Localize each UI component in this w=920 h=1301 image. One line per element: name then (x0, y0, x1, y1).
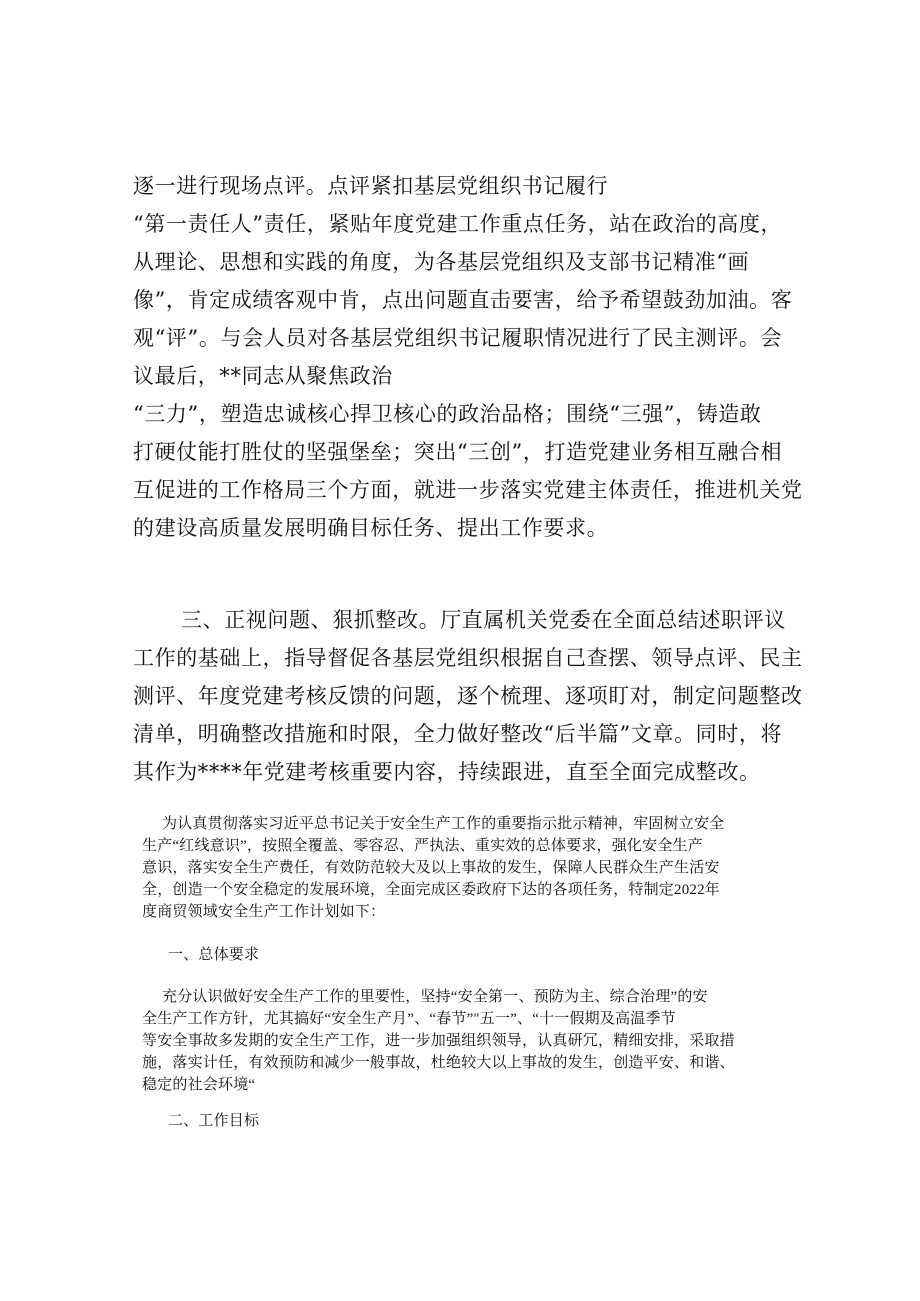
text-line: 工作的基础上，指导督促各基层党组织根据自己查摆、领导点评、民主 (133, 646, 803, 670)
paragraph-general-requirements (142, 986, 802, 1096)
paragraph-safety-intro (142, 813, 802, 923)
text-line: 生产“红线意识”，按照全覆盖、零容忍、严执法、重实效的总体要求，强化安全生产 (142, 838, 703, 854)
text-line: 测评、年度党建考核反馈的问题，逐个梳理、逐项盯对，制定问题整改 (133, 684, 803, 708)
text-line: 施，落实计任，有效预防和减少一般事故，杜绝较大以上事故的发生，创造平安、和谐、 (142, 1055, 735, 1071)
text-line: 像”，肯定成绩客观中肯，点出问题直击要害，给予希望鼓劲加油。客 (133, 288, 793, 312)
text-line: 充分认识做好安全生产工作的里要性，坚持“安全第一、预防为主、综合治理”的安 (162, 989, 708, 1005)
text-line: 议最后，**同志从聚焦政治 (133, 364, 393, 388)
text-line: 三、正视问题、狠抓整改。厅直属机关党委在全面总结述职评议 (181, 608, 786, 632)
text-line: 的建设高质量发展明确目标任务、提出工作要求。 (133, 516, 609, 540)
text-line: “第一责任人”责任，紧贴年度党建工作重点任务，站在政治的高度， (133, 212, 783, 236)
text-line: 从理论、思想和实践的角度，为各基层党组织及支部书记精准“画 (133, 250, 750, 274)
text-line: 打硬仗能打胜仗的坚强堡垒；突出“三创”，打造党建业务相互融合相 (133, 440, 783, 464)
text-line: “三力”，塑造忠诚核心捍卫核心的政治品格；围绕“三强”，铸造敢 (133, 402, 762, 426)
text-line: 全，创造一个安全稳定的发展环境，全面完成区委政府下达的各项任务，特制定2022年 (142, 882, 721, 898)
text-line: 观“评”。与会人员对各基层党组织书记履职情况进行了民主测评。会 (133, 326, 783, 350)
text-line: 等安全事故多发期的安全生产工作，进一步加强组织领导，认真研冗，精细安排，采取措 (142, 1033, 735, 1049)
paragraph-rectification (133, 601, 803, 791)
text-line: 清单，明确整改措施和时限，全力做好整改“后半篇”文章。同时，将 (133, 722, 783, 746)
text-line: 逐一进行现场点评。点评紧扣基层党组织书记履行 (133, 174, 609, 198)
paragraph-review-meeting (133, 167, 803, 547)
section-heading-general-requirements: 一、总体要求 (168, 947, 260, 963)
text-line: 稳定的社会环境“ (142, 1077, 256, 1093)
text-line: 全生产工作方针，尤其搞好“安全生产月”、“春节”"五一”、“十一假期及高温季节 (142, 1011, 676, 1027)
text-line: 意识，落实安全生产费任，有效防范较大及以上事故的发生，保障人民群众生产生活安 (142, 860, 720, 876)
section-heading-work-goals: 二、工作目标 (168, 1113, 260, 1129)
text-line: 度商贸领域安全生产工作计划如下： (142, 904, 386, 920)
text-line: 互促进的工作格局三个方面，就进一步落实党建主体责任，推进机关党 (133, 478, 803, 502)
text-line: 为认真贯彻落实习近平总书记关于安全生产工作的重要指示批示精神，牢固树立安全 (162, 816, 725, 832)
text-line: 其作为****年党建考核重要内容，持续跟进，直至全面完成整改。 (133, 760, 761, 784)
